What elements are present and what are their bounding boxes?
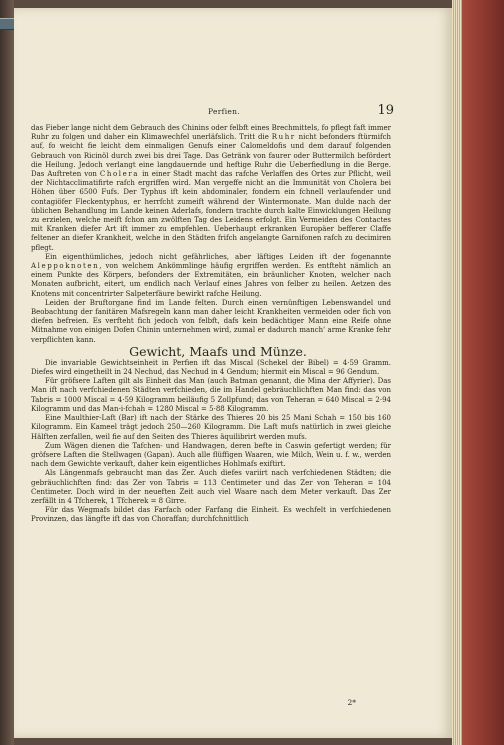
paragraphs-after bbox=[31, 359, 391, 525]
paragraph-text: , von welchem Ankömmlinge häufig ergriffen werden. Es entfteht nämlich an einem Punkte des Körpers, befonders der Extremitäten, ein bräunlicher Knoten, welcher nach Monaten aufbricht, eitert, um endlich nach Verlauf eines Jahres von felber zu heilen. Aetzen des Knotens mit concentrirter Salpeterfäure bewirkt rafche Heilung. bbox=[31, 262, 391, 298]
paragraph-text: in einer Stadt macht das rafche Verlaffen des Ortes zur Pflicht, weil der Nichtacclimatifirte rafch ergriffen wird. Man vergeffe nicht an die Immunität von Cholera bei Höhen über 6500 Fufs. Der Typhus ift kein abdominaler, fondern ein fchnell verlaufender und contagiöfer Fleckentyphus, er herrfcht zumeift während der Wintermonate. Man dulde nach der üblichen Behandlung im Lande keinen Aderlafs, fondern trachte durch kalte Einwicklungen Heilung zu erzielen, welche meift fchon am zwölften Tag des Leidens erfolgt. Ein Vermeiden des Contactes mit Kranken diefer Art ift immer zu empfehlen. Ueberhaupt erkranken Europäer befferer Claffe feltener an diefer Krankheit, welche in den Städten frifch angelangte Garnifonen rafch zu decimiren pflegt. bbox=[31, 170, 391, 252]
paragraph: Als Längenmafs gebraucht man das Zer. Auch diefes variirt nach verfchiedenen Städten; die gebräuchlichften find: das Zer von Tabris = 113 Centimeter und das Zer von Teheran = 104 Centimeter. Doch wird in der neueften Zeit auch viel Waare nach dem Meter verkauft. Das Zer zerfällt in 4 Tfcherek, 1 Tfcherek = 8 Girre. bbox=[31, 469, 391, 505]
running-head bbox=[14, 103, 452, 123]
book-binding bbox=[452, 0, 504, 745]
spaced-term: Cholera bbox=[99, 170, 140, 179]
paragraph-text: Ein eigenthümliches, jedoch nicht gefährliches, aber läftiges Leiden ift der fogenannte bbox=[45, 252, 391, 261]
scan-left-margin bbox=[0, 0, 14, 745]
running-title: Perfien. bbox=[208, 107, 240, 116]
page-number: 19 bbox=[377, 103, 394, 118]
paragraphs-before bbox=[31, 124, 391, 345]
book-page bbox=[14, 8, 452, 738]
section-heading: Gewicht, Maafs und Münze. bbox=[129, 343, 307, 359]
paragraph: Für gröfsere Laften gilt als Einheit das Man (auch Batman genannt, die Mina der Affyrier). Das Man ift nach verfchiedenen Städten verfchieden, die im Handel gebräuchlichften Man find: das von Tabris = 1000 Miscal = 4·59 Kilogramm beiläufig 5 Zollpfund; das von Teheran = 640 Miscal = 2·94 Kilogramm und das Man-i-fchah = 1280 Miscal = 5·88 Kilogramm. bbox=[31, 377, 391, 413]
paragraph-text: nicht befonders ftürmifch auf, fo weicht fie leicht dem einmaligen Genufs einer Calomeldofis und dem darauf folgenden Gebrauch von Ricinöl durch zwei bis drei Tage. Das Getränk von faurer oder Buttermilch befördert die Heilung. Jedoch verlangt eine langdauernde und heftige Ruhr die Ueberfiedlung in die Berge. Das Auftreten von bbox=[31, 133, 391, 179]
spaced-term: Ruhr bbox=[271, 133, 296, 142]
paragraph: Eine Maulthier-Laft (Bar) ift nach der Stärke des Thieres 20 bis 25 Mani Schah = 150 bis 160 Kilogramm. Ein Kameel trägt jedoch 250—260 Kilogramm. Die Laft mufs natürlich in zwei gleiche Hälften zerfallen, weil fie auf den Seiten des Thieres äquilibrirt werden mufs. bbox=[31, 414, 391, 441]
paragraph bbox=[31, 124, 391, 253]
signature-mark: 2* bbox=[347, 698, 356, 707]
text-block bbox=[31, 124, 391, 525]
paragraph-text: das Fieber lange nicht dem Gebrauch des Chinins oder felbft eines Brechmittels, fo pflegt faft immer Ruhr zu folgen und daher ein Klimawechfel unerläfslich. Tritt die bbox=[31, 124, 391, 142]
paragraph bbox=[31, 253, 391, 299]
paragraph: Die invariable Gewichtseinheit in Perfien ift das Miscal (Schekel der Bibel) = 4·59 Gramm. Diefes wird eingetheilt in 24 Nechud, das Nechud in 4 Gendum; hiermit ein Miscal = 96 Gendum. bbox=[31, 358, 391, 377]
paragraph-text: Leiden der Bruftorgane find im Lande felten. Durch einen vernünftigen Lebenswandel und Beobachtung der fanitären Mafsregeln kann man daher leicht Krankheiten vermeiden oder fich von diefen befreien. Es verfteht fich jedoch von felbft, dafs kein bedächtiger Mann eine Reife ohne Mitnahme von einigen Dofen Chinin unternehmen wird, zumal er dadurch manch' arme Kranke fehr verpflichten kann. bbox=[31, 298, 391, 344]
paragraph: Für das Wegmafs bildet das Farfach oder Farfang die Einheit. Es wechfelt in verfchiedenen Provinzen, das längfte ift das von Choraffan; durchfchnittlich bbox=[31, 506, 391, 524]
spaced-term: Aleppoknoten bbox=[31, 262, 100, 271]
paragraph: Zum Wägen dienen die Tafchen- und Handwagen, deren befte in Caswin gefertigt werden; für gröfsere Laften die Stellwagen (Gapan). Auch alle flüffigen Waaren, wie Milch, Wein u. f. w., werden nach dem Gewichte verkauft, daher kein eigentliches Hohlmafs exiftirt. bbox=[31, 441, 391, 469]
page-edges bbox=[452, 0, 462, 745]
paragraph bbox=[31, 299, 391, 345]
